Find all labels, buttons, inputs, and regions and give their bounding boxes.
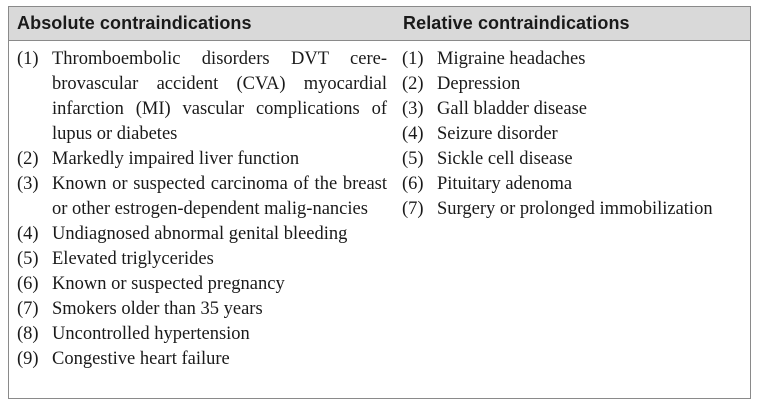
item-text: Gall bladder disease (437, 99, 587, 119)
list-item (402, 97, 747, 122)
header-relative-contraindications: Relative contraindications (403, 13, 630, 33)
item-text: Congestive heart failure (52, 349, 230, 369)
item-number: (3) (402, 99, 424, 119)
item-text: Depression (437, 74, 521, 94)
list-item (17, 297, 387, 322)
header-absolute-contraindications: Absolute contraindications (17, 13, 252, 33)
absolute-contraindications-list (17, 47, 387, 372)
item-text: Known or suspected carcinoma of the breast or other estrogen-dependent malig-nancies (52, 174, 387, 219)
item-text: Smokers older than 35 years (52, 299, 263, 319)
list-item (17, 322, 387, 347)
contraindications-table (8, 6, 751, 399)
item-number: (2) (17, 149, 39, 169)
relative-contraindications-list (402, 47, 747, 222)
item-text: Surgery or prolonged immobilization (437, 199, 713, 219)
item-number: (5) (17, 249, 39, 269)
item-text: Seizure disorder (437, 124, 558, 144)
list-item (17, 147, 387, 172)
list-item (17, 172, 387, 222)
list-item (402, 172, 747, 197)
list-item (402, 72, 747, 97)
item-number: (8) (17, 324, 39, 344)
item-number: (1) (17, 49, 39, 69)
item-number: (4) (402, 124, 424, 144)
item-number: (3) (17, 174, 39, 194)
list-item (17, 272, 387, 297)
item-number: (5) (402, 149, 424, 169)
item-number: (1) (402, 49, 424, 69)
item-number: (6) (17, 274, 39, 294)
item-text: Thromboembolic disorders DVT cere-brovascular accident (CVA) myocardial infarction (MI) vascular complications of lupus or diabetes (52, 49, 387, 144)
item-number: (7) (17, 299, 39, 319)
list-item (402, 47, 747, 72)
item-text: Elevated triglycerides (52, 249, 214, 269)
item-text: Uncontrolled hypertension (52, 324, 250, 344)
item-text: Undiagnosed abnormal genital bleeding (52, 224, 348, 244)
list-item (17, 347, 387, 372)
item-text: Known or suspected pregnancy (52, 274, 285, 294)
list-item (402, 147, 747, 172)
item-text: Markedly impaired liver function (52, 149, 300, 169)
table-header-row (9, 7, 750, 41)
item-number: (4) (17, 224, 39, 244)
item-number: (2) (402, 74, 424, 94)
list-item (17, 222, 387, 247)
list-item (17, 247, 387, 272)
list-item (402, 197, 747, 222)
item-text: Pituitary adenoma (437, 174, 573, 194)
item-number: (9) (17, 349, 39, 369)
list-item (17, 47, 387, 147)
item-number: (6) (402, 174, 424, 194)
item-text: Migraine headaches (437, 49, 586, 69)
list-item (402, 122, 747, 147)
item-number: (7) (402, 199, 424, 219)
item-text: Sickle cell disease (437, 149, 573, 169)
